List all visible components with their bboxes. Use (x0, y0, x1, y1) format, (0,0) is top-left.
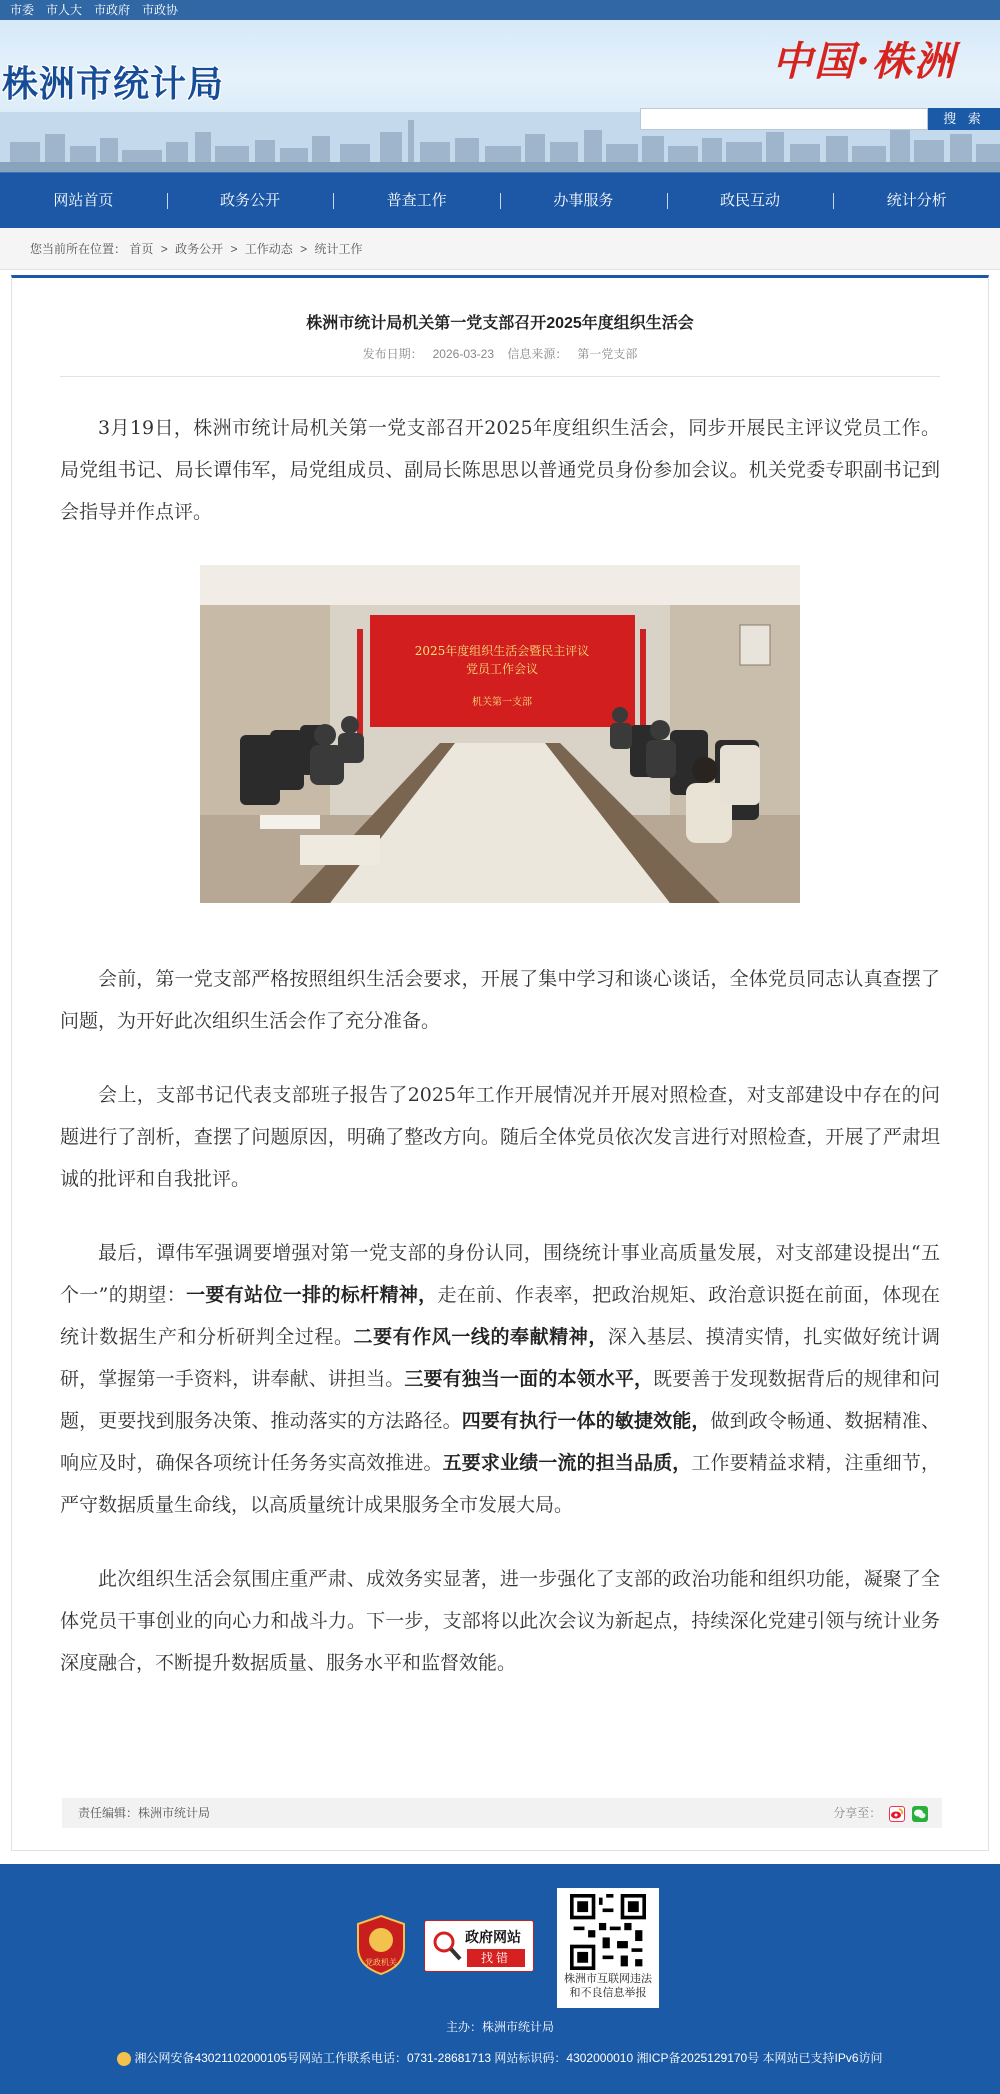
editor-name: 株洲市统计局 (138, 1806, 211, 1820)
p4-point-4: 四要有执行一体的敏捷效能， (461, 1410, 711, 1432)
breadcrumb-prefix: 您当前所在位置： (30, 242, 127, 256)
article-container (11, 275, 989, 1851)
breadcrumb-home[interactable]: 首页 (129, 242, 154, 256)
gov-website-label: 政府网站 (465, 1929, 521, 1945)
badge-text: 党政机关 (365, 1958, 397, 1967)
host-info: 主办：株洲市统计局 (445, 2020, 554, 2034)
publish-date: 2026-03-23 (432, 347, 495, 361)
p4-text-4: 做到政令畅通、数据精准、响应及时，确保各项统计任务务实高效推进。 (60, 1410, 940, 1474)
p4-text-5: 工作要精益求精，注重细节，严守数据质量生命线，以高质量统计成果服务全市发展大局。 (60, 1452, 940, 1516)
qr-code-icon (570, 1894, 646, 1970)
nav-interaction[interactable]: 政民互动 (667, 173, 834, 228)
nav-census[interactable]: 普查工作 (333, 173, 500, 228)
gov-website-error-report-button[interactable] (424, 1920, 534, 1972)
breadcrumb-separator: > (230, 242, 238, 256)
p4-point-5: 五要求业绩一流的担当品质， (442, 1452, 692, 1474)
editor-label: 责任编辑： (78, 1806, 139, 1820)
breadcrumb-separator: > (300, 242, 308, 256)
weibo-share-icon[interactable] (889, 1806, 905, 1822)
wechat-share-icon[interactable] (912, 1806, 928, 1822)
p4-point-1: 一要有站位一排的标杆精神， (186, 1284, 438, 1306)
qr-caption-line1: 株洲市互联网违法 (564, 1973, 652, 1985)
site-title[interactable]: 株洲市统计局 (2, 64, 225, 105)
qr-caption (557, 1972, 659, 2000)
magnifier-icon (431, 1929, 463, 1963)
photo-banner-line3: 机关第一支部 (472, 697, 532, 708)
share-bar (833, 1798, 928, 1828)
breadcrumb (0, 228, 1000, 270)
p4-text-1: 走在前、作表率，把政治规矩、政治意识挺在前面，体现在统计数据生产和分析研判全过程。 (60, 1284, 940, 1348)
find-error-label: 找错 (467, 1949, 525, 1967)
top-link-government[interactable]: 市政府 (94, 3, 131, 17)
breadcrumb-separator: > (160, 242, 168, 256)
title-divider (60, 376, 940, 377)
p4-text-3: 既要善于发现数据背后的规律和问题，更要找到服务决策、推动落实的方法路径。 (60, 1368, 940, 1432)
photo-banner-line2: 党员工作会议 (465, 662, 539, 676)
police-badge-icon[interactable] (117, 2052, 131, 2066)
top-links (0, 0, 1000, 20)
qr-caption-line2: 和不良信息举报 (569, 1987, 647, 1999)
p4-point-3: 三要有独当一面的本领水平， (404, 1368, 654, 1390)
paragraph-5: 此次组织生活会氛围庄重严肃、成效务实显著，进一步强化了支部的政治功能和组织功能，凝聚了全体党员干事创业的向心力和战斗力。下一步，支部将以此次会议为新起点，持续深化党建引领与统计业务深度融合，不断提升数据质量、服务水平和监督效能。 (60, 1568, 940, 1674)
p4-intro: 最后，谭伟军强调要增强对第一党支部的身份认同，围绕统计事业高质量发展，对支部建设提出“五个一”的期望： (60, 1242, 940, 1306)
paragraph-1: 3月19日，株洲市统计局机关第一党支部召开2025年度组织生活会，同步开展民主评议党员工作。局党组书记、局长谭伟军，局党组成员、副局长陈思思以普通党员身份参加会议。机关党委专职副书记到会指导并作点评。 (60, 417, 940, 523)
breadcrumb-gov-affairs[interactable]: 政务公开 (175, 242, 224, 256)
city-brand-logo: 中国·株洲 (772, 38, 956, 85)
nav-statistical-analysis[interactable]: 统计分析 (833, 173, 1000, 228)
breadcrumb-stat-work[interactable]: 统计工作 (314, 242, 363, 256)
top-link-cppcc[interactable]: 市政协 (142, 3, 179, 17)
nav-government-affairs[interactable]: 政务公开 (167, 173, 334, 228)
report-qr-code[interactable] (557, 1888, 659, 2008)
article-meta (12, 345, 988, 362)
p4-point-2: 二要有作风一线的奉献精神， (353, 1326, 608, 1348)
paragraph-2: 会前，第一党支部严格按照组织生活会要求，开展了集中学习和谈心谈话，全体党员同志认真查摆了问题，为开好此次组织生活会作了充分准备。 (60, 968, 940, 1032)
article-source: 第一党支部 (577, 347, 638, 361)
icp-text[interactable]: 湘公网安备43021102000105号网站工作联系电话：0731-28681713 网站标识码：4302000010 湘ICP备2025129170号 本网站已支持IPv6访问 (134, 2051, 883, 2065)
nav-services[interactable]: 办事服务 (500, 173, 667, 228)
article-footer-bar (62, 1798, 942, 1828)
share-label: 分享至： (833, 1806, 882, 1820)
article-title: 株洲市统计局机关第一党支部召开2025年度组织生活会 (306, 315, 694, 332)
party-government-badge-icon[interactable] (354, 1914, 408, 1976)
nav-home[interactable]: 网站首页 (53, 192, 114, 209)
top-link-party[interactable]: 市委 (10, 3, 35, 17)
photo-wrapper (60, 565, 940, 918)
source-label: 信息来源： (507, 347, 568, 361)
photo-banner-line1: 2025年度组织生活会暨民主评议 (414, 644, 590, 658)
site-footer (0, 1864, 1000, 2094)
paragraph-3: 会上，支部书记代表支部班子报告了2025年工作开展情况并开展对照检查，对支部建设中存在的问题进行了剖析，查摆了问题原因，明确了整改方向。随后全体党员依次发言进行对照检查，开展了严肃坦诚的批评和自我批评。 (60, 1084, 940, 1190)
article-body (60, 407, 940, 1684)
site-header (0, 0, 1000, 172)
search-input[interactable] (640, 108, 928, 130)
meeting-photo (200, 565, 800, 903)
top-link-congress[interactable]: 市人大 (46, 3, 83, 17)
breadcrumb-work-news[interactable]: 工作动态 (244, 242, 293, 256)
icp-info (0, 2049, 1000, 2066)
paragraph-4 (60, 1232, 940, 1526)
search-button[interactable]: 搜 索 (928, 108, 1000, 130)
p4-text-2: 深入基层、摸清实情，扎实做好统计调研，掌握第一手资料，讲奉献、讲担当。 (60, 1326, 940, 1390)
date-label: 发布日期： (362, 347, 423, 361)
main-nav (0, 172, 1000, 228)
